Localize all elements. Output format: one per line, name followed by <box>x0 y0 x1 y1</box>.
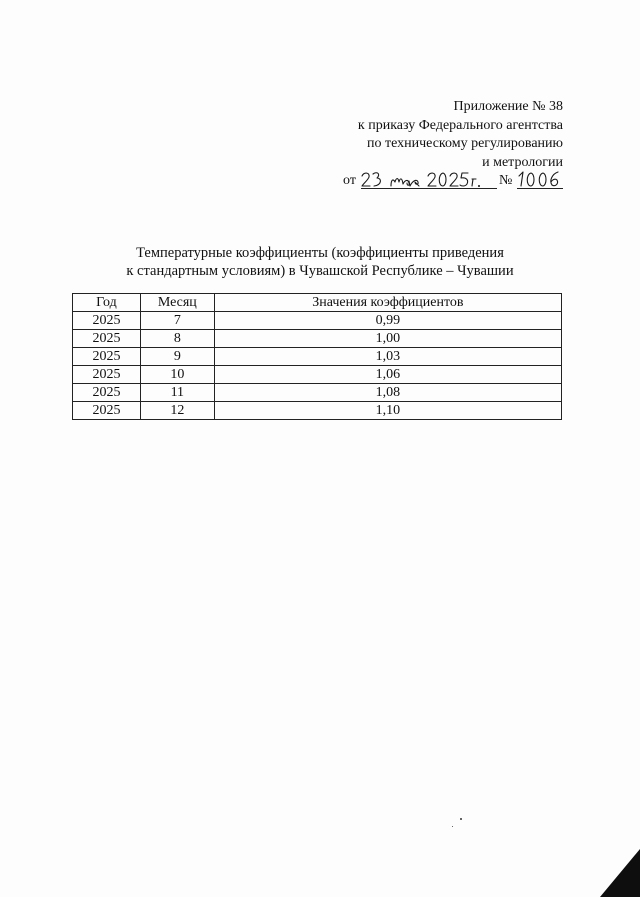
cell-year: 2025 <box>73 330 141 348</box>
number-sign: № <box>499 173 513 188</box>
table-header-row <box>73 294 562 312</box>
handwritten-date-and-number <box>333 168 563 190</box>
order-date-line <box>333 168 563 190</box>
cell-month: 8 <box>140 330 214 348</box>
table-row <box>73 312 562 330</box>
scan-speck <box>460 818 462 820</box>
title-line-1: Температурные коэффициенты (коэффициенты приведения <box>136 245 504 261</box>
table-row <box>73 402 562 420</box>
cell-month: 10 <box>140 366 214 384</box>
header-month: Месяц <box>140 294 214 312</box>
cell-coefficient: 1,10 <box>214 402 561 420</box>
cell-year: 2025 <box>73 348 141 366</box>
scan-edge-shadow <box>600 849 640 897</box>
appendix-number: Приложение № 38 <box>453 99 563 114</box>
cell-year: 2025 <box>73 366 141 384</box>
header-year: Год <box>73 294 141 312</box>
appendix-agency-line: по техническому регулированию <box>366 136 563 151</box>
cell-coefficient: 1,03 <box>214 348 561 366</box>
cell-month: 7 <box>140 312 214 330</box>
cell-coefficient: 1,08 <box>214 384 561 402</box>
document-title <box>90 244 550 280</box>
cell-month: 12 <box>140 402 214 420</box>
cell-coefficient: 1,00 <box>214 330 561 348</box>
cell-coefficient: 0,99 <box>214 312 561 330</box>
table-row <box>73 330 562 348</box>
scan-speck <box>452 826 453 827</box>
cell-year: 2025 <box>73 402 141 420</box>
appendix-order-line: к приказу Федерального агентства <box>357 117 563 133</box>
coefficients-table <box>72 293 562 420</box>
table-row <box>73 384 562 402</box>
cell-year: 2025 <box>73 384 141 402</box>
title-line-2: к стандартным условиям) в Чувашской Республике – Чувашии <box>126 263 514 279</box>
table-row <box>73 348 562 366</box>
date-prefix: от <box>343 173 356 188</box>
cell-month: 11 <box>140 384 214 402</box>
cell-coefficient: 1,06 <box>214 366 561 384</box>
table-row <box>73 366 562 384</box>
header-coefficient: Значения коэффициентов <box>214 294 561 312</box>
appendix-agency-line-2: и метрологии <box>482 154 563 170</box>
cell-year: 2025 <box>73 312 141 330</box>
appendix-header <box>358 98 563 172</box>
cell-month: 9 <box>140 348 214 366</box>
